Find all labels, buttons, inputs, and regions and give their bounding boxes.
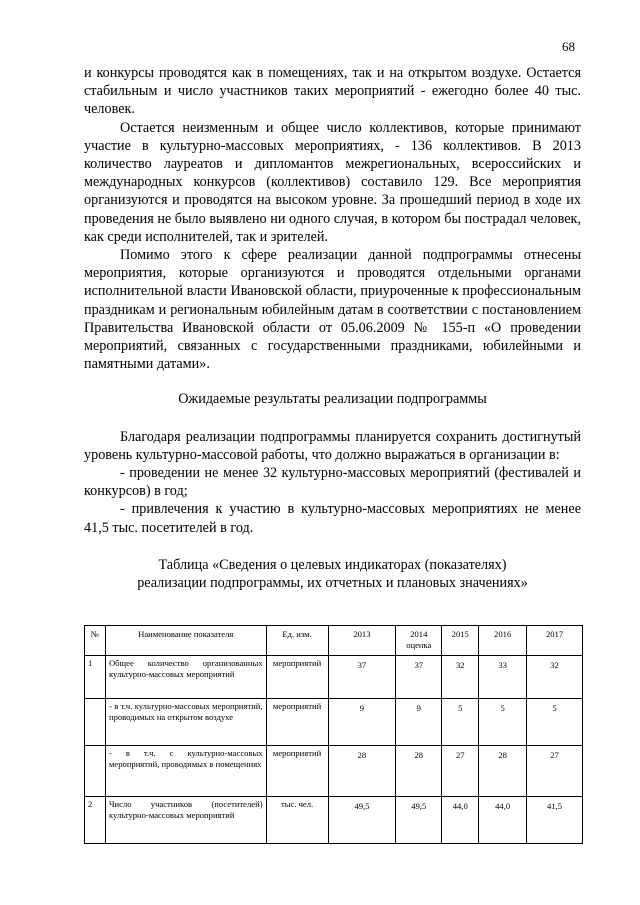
page-number: 68: [562, 39, 575, 54]
table-row: [85, 746, 583, 797]
table-row: [85, 656, 583, 699]
column-header: Ед. изм.: [266, 626, 328, 656]
value-cell: 37: [396, 656, 442, 699]
value-cell: 5: [442, 699, 479, 746]
value-cell: 37: [328, 656, 396, 699]
table-row: [85, 797, 583, 844]
row-number: [85, 746, 106, 797]
unit-cell: мероприятий: [266, 746, 328, 797]
paragraph: и конкурсы проводятся как в помещениях, так и на открытом воздухе. Остается стабильным и число участников таких мероприятий - ежегодно более 40 тыс. человек.: [84, 65, 581, 118]
value-cell: 41,5: [527, 797, 583, 844]
value-cell: 32: [527, 656, 583, 699]
value-cell: 9: [396, 699, 442, 746]
column-header: 2015: [442, 626, 479, 656]
table-header-row: [85, 626, 583, 656]
table-row: [85, 699, 583, 746]
paragraph: Остается неизменным и общее число коллективов, которые принимают участие в культурно-массовых мероприятиях, - 136 коллективов. В 2013 количество лауреатов и дипломантов межрегиональных, всероссийских и международных конкурсов (коллективов) составило 129. Все мероприятия организуются и проводятся на высоком уровне. За прошедший период в ходе их проведения не было выявлено ни одного случая, в котором бы пострадал человек, как среди исполнителей, так и зрителей.: [84, 119, 581, 245]
value-cell: 28: [396, 746, 442, 797]
value-cell: 44,0: [442, 797, 479, 844]
section-heading: Ожидаемые результаты реализации подпрограммы: [178, 391, 487, 408]
row-number: [85, 699, 106, 746]
value-cell: 28: [479, 746, 527, 797]
list-item: - привлечения к участию в культурно-массовых мероприятиях не менее 41,5 тыс. посетителей в год.: [84, 501, 581, 536]
column-header: 2014 оценка: [396, 626, 442, 656]
unit-cell: тыс. чел.: [266, 797, 328, 844]
value-cell: 5: [479, 699, 527, 746]
indicator-name: - в т.ч. культурно-массовых мероприятий, проводимых на открытом воздухе: [105, 699, 266, 746]
indicators-table: [84, 625, 583, 844]
unit-cell: мероприятий: [266, 699, 328, 746]
paragraph: Помимо этого к сфере реализации данной подпрограммы отнесены мероприятия, которые организуются и проводятся отдельными органами исполнительной власти Ивановской области, приуроченные к профессиональным праздникам и региональным юбилейным датам в соответствии с постановлением Правительства Ивановской области от 05.06.2009 № 155-п «О проведении мероприятий, связанных с государственными праздниками, юбилейными и памятными датами».: [84, 247, 581, 373]
value-cell: 28: [328, 746, 396, 797]
value-cell: 27: [527, 746, 583, 797]
unit-cell: мероприятий: [266, 656, 328, 699]
paragraph: Благодаря реализации подпрограммы планируется сохранить достигнутый уровень культурно-массовой работы, что должно выражаться в организации в:: [84, 428, 581, 463]
table-caption-line: Таблица «Сведения о целевых индикаторах (показателях): [158, 556, 507, 573]
value-cell: 33: [479, 656, 527, 699]
value-cell: 32: [442, 656, 479, 699]
page-body: [84, 64, 581, 592]
value-cell: 5: [527, 699, 583, 746]
column-header: 2016: [479, 626, 527, 656]
indicator-name: Число участников (посетителей) культурно-массовых мероприятий: [105, 797, 266, 844]
list-item: - проведении не менее 32 культурно-массовых мероприятий (фестивалей и конкурсов) в год;: [84, 465, 581, 500]
column-header: 2017: [527, 626, 583, 656]
indicator-name: Общее количество организованных культурно-массовых мероприятий: [105, 656, 266, 699]
value-cell: 49,5: [396, 797, 442, 844]
indicator-name: - в т.ч. с культурно-массовых мероприятий, проводимых в помещениях: [105, 746, 266, 797]
value-cell: 44,0: [479, 797, 527, 844]
value-cell: 9: [328, 699, 396, 746]
table-caption-line: реализации подпрограммы, их отчетных и плановых значениях»: [137, 574, 528, 591]
row-number: 1: [85, 656, 106, 699]
value-cell: 27: [442, 746, 479, 797]
column-header: Наименование показателя: [105, 626, 266, 656]
table-caption: [84, 556, 581, 592]
row-number: 2: [85, 797, 106, 844]
column-header: 2013: [328, 626, 396, 656]
value-cell: 49,5: [328, 797, 396, 844]
column-header: №: [85, 626, 106, 656]
